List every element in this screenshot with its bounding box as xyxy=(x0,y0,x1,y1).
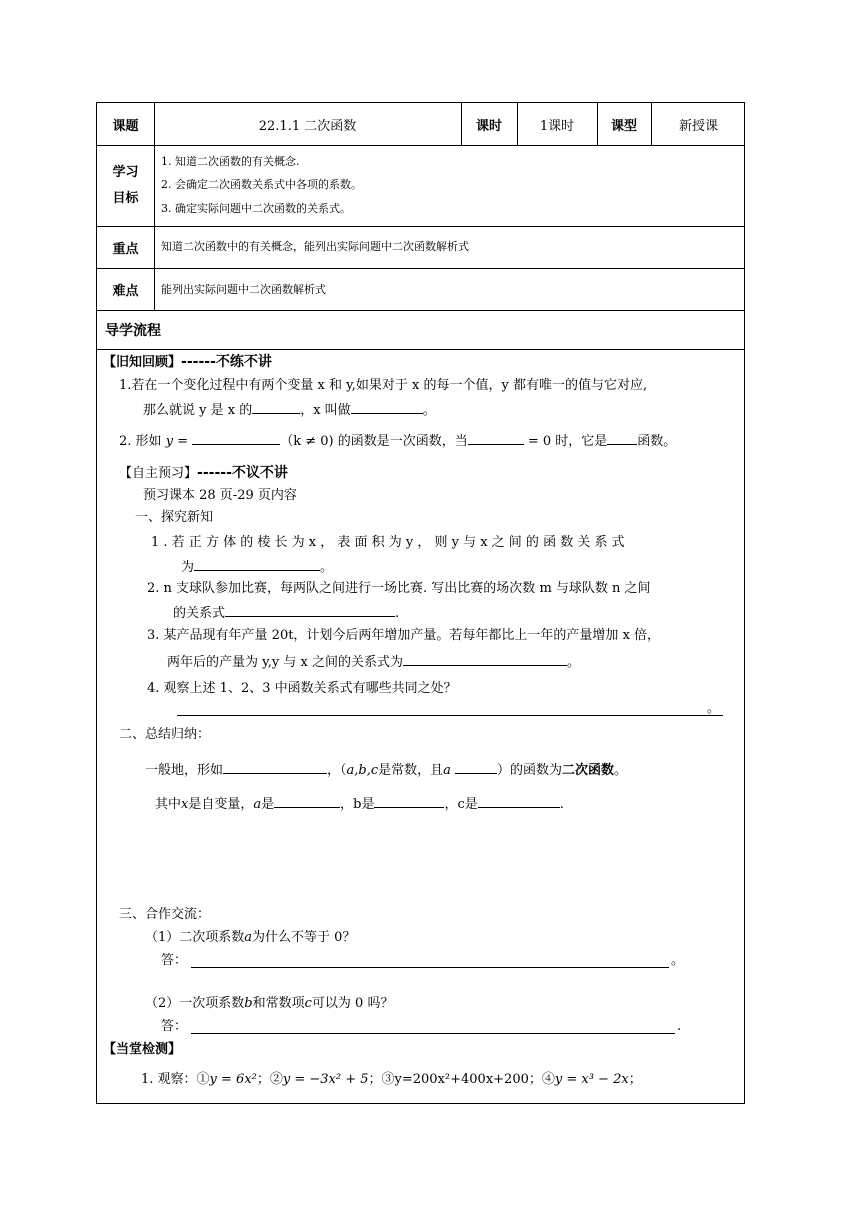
row-divider xyxy=(97,226,744,227)
type-label: 课型 xyxy=(610,118,637,134)
preview-p2-text-a: 的关系式 xyxy=(173,606,226,621)
summary-line2-a: 其中 xyxy=(155,797,182,812)
review-q1-text-c: 。 xyxy=(422,403,436,418)
blank xyxy=(351,399,423,414)
review-q2-end: 函数。 xyxy=(637,434,677,449)
test-sep1: ；② xyxy=(256,1072,283,1087)
blank xyxy=(478,793,560,808)
term-quadratic-function: 二次函数 xyxy=(561,763,614,778)
var-a: a xyxy=(443,763,451,778)
cooperate-q1-b: 为什么不等于 0？ xyxy=(252,930,356,945)
part1-title: 一、探究新知 xyxy=(135,510,214,525)
cooperate-q1 xyxy=(145,929,355,947)
summary-text-d: ）的函数为 xyxy=(496,763,562,778)
summary-line2-f: . xyxy=(559,797,564,812)
goal-item: 1. 知道二次函数的有关概念. xyxy=(161,155,300,168)
var-a: a xyxy=(253,797,262,812)
formula-1: y = 6x² xyxy=(209,1072,257,1087)
preview-p1-text-a: 为 xyxy=(181,560,195,575)
summary-text-c: 是常数，且 xyxy=(378,763,444,778)
summary-line2-c: 是 xyxy=(261,797,275,812)
blank xyxy=(374,793,444,808)
difficulty-text: 能列出实际问题中二次函数解析式 xyxy=(161,283,326,296)
answer-line xyxy=(177,715,723,716)
topic-value: 22.1.1 二次函数 xyxy=(258,118,357,134)
blank xyxy=(607,430,637,445)
goals-label xyxy=(97,145,154,226)
preview-title: 【自主预习】 xyxy=(119,466,198,481)
summary-text-a: 一般地，形如 xyxy=(145,763,224,778)
cooperate-answer1-label: 答： xyxy=(161,953,188,968)
blank xyxy=(403,651,567,666)
preview-p4-end: 。 xyxy=(707,701,721,716)
cooperate-q2-b: 和常数项 xyxy=(252,996,305,1011)
test-q1 xyxy=(141,1071,642,1089)
blank xyxy=(252,399,300,414)
summary-text-b: ，（ xyxy=(327,763,347,778)
cooperate-q2-c: 可以为 0 吗？ xyxy=(311,996,394,1011)
row-divider xyxy=(97,349,744,350)
preview-p4: 4. 观察上述 1、2、3 中函数关系式有哪些共同之处？ xyxy=(147,681,457,696)
var-abc: a,b,c xyxy=(346,763,379,778)
period-label: 课时 xyxy=(475,118,502,134)
difficulty-label: 难点 xyxy=(112,283,139,299)
goal-item: 3. 确定实际问题中二次函数的关系式。 xyxy=(161,202,351,215)
var-y: y xyxy=(165,434,174,449)
blank xyxy=(274,793,340,808)
answer-line xyxy=(191,967,669,968)
lesson-plan-table xyxy=(96,102,745,1104)
summary-line2 xyxy=(155,793,564,814)
type-value: 新授课 xyxy=(678,118,718,134)
cooperate-q1-a: （1）二次项系数 xyxy=(145,930,245,945)
review-heading xyxy=(103,353,272,372)
preview-p2-text-b: . xyxy=(395,606,400,621)
blank xyxy=(468,430,524,445)
cooperate-q2-end: . xyxy=(677,1019,682,1034)
summary-title: 二、总结归纳： xyxy=(119,727,211,742)
row-divider xyxy=(97,145,744,146)
test-end: ； xyxy=(628,1072,642,1087)
preview-p1-text-b: 。 xyxy=(320,560,334,575)
review-q2-text-a: 2. 形如 xyxy=(119,434,162,449)
preview-p3-text-a: 两年后的产量为 y,y 与 x 之间的关系式为 xyxy=(167,655,403,670)
test-q1-a: 1. 观察：① xyxy=(141,1072,210,1087)
cooperate-answer2-label: 答： xyxy=(161,1019,188,1034)
goal-item: 2. 会确定二次函数关系式中各项的系数。 xyxy=(161,178,362,191)
preview-heading xyxy=(119,464,288,483)
var-c: c xyxy=(304,996,312,1011)
goals-label-line1: 学习 xyxy=(112,164,139,180)
review-title: 【旧知回顾】 xyxy=(103,355,182,370)
formula-4: y = x³ − 2x xyxy=(554,1072,629,1087)
row-divider xyxy=(97,268,744,269)
review-q2-zero: = 0 时，它是 xyxy=(523,434,608,449)
cooperate-q2-a: （2）一次项系数 xyxy=(145,996,245,1011)
summary-line2-e: ，c是 xyxy=(444,797,478,812)
review-q1-text-a: 那么就说 y 是 x 的 xyxy=(143,403,253,418)
var-b: b xyxy=(244,996,253,1011)
cooperate-q1-end: 。 xyxy=(671,953,685,968)
preview-p3-line1: 3. 某产品现有年产量 20t，计划今后两年增加产量。若每年都比上一年的产量增加 x 倍， xyxy=(147,628,661,643)
summary-line1 xyxy=(145,759,627,780)
review-q1-line2 xyxy=(143,399,436,420)
var-a: a xyxy=(244,930,253,945)
preview-slogan: ------不议不讲 xyxy=(197,465,288,481)
formula-2: y = −3x² + 5 xyxy=(282,1072,369,1087)
review-q2-condition: （k ≠ 0) 的函数是一次函数，当 xyxy=(280,434,468,449)
goals-label-line2: 目标 xyxy=(112,190,139,206)
review-slogan: ------不练不讲 xyxy=(181,354,272,370)
cooperate-title: 三、合作交流： xyxy=(119,907,211,922)
blank xyxy=(455,759,497,774)
preview-p3-line2 xyxy=(167,651,580,672)
key-point-text: 知道二次函数中的有关概念，能列出实际问题中二次函数解析式 xyxy=(161,240,469,253)
preview-p3-text-b: 。 xyxy=(566,655,580,670)
preview-p1-line2 xyxy=(181,556,333,577)
blank xyxy=(194,556,320,571)
preview-reading: 预习课本 28 页-29 页内容 xyxy=(143,488,297,503)
preview-p2-line1: 2. n 支球队参加比赛，每两队之间进行一场比赛. 写出比赛的场次数 m 与球队数 n 之间 xyxy=(147,581,651,596)
review-q1-text-b: ，x 叫做 xyxy=(300,403,351,418)
review-q2 xyxy=(119,430,676,451)
answer-line xyxy=(191,1033,675,1034)
blank xyxy=(223,759,327,774)
key-point-label: 重点 xyxy=(112,241,139,257)
preview-p2-line2 xyxy=(173,602,399,623)
summary-text-e: 。 xyxy=(613,763,627,778)
blank xyxy=(192,430,280,445)
preview-p1-line1: 1 . 若 正 方 体 的 棱 长 为 x ， 表 面 积 为 y ， 则 y 与 x 之 间 的 函 数 关 系 式 xyxy=(151,535,625,550)
topic-label: 课题 xyxy=(112,118,139,134)
period-value: 1课时 xyxy=(539,118,575,134)
equals-sign: = xyxy=(173,434,193,449)
summary-line2-d: ，b是 xyxy=(340,797,375,812)
flow-title: 导学流程 xyxy=(105,323,161,339)
test-title: 【当堂检测】 xyxy=(103,1042,182,1057)
summary-line2-b: 是自变量， xyxy=(188,797,254,812)
review-q1-line1: 1.若在一个变化过程中有两个变量 x 和 y,如果对于 x 的每一个值，y 都有唯一的值与它对应, xyxy=(119,378,648,393)
test-sep2: ；③y=200x²+400x+200；④ xyxy=(368,1072,555,1087)
cooperate-q2 xyxy=(145,995,393,1013)
var-x: x xyxy=(181,797,189,812)
blank xyxy=(225,602,395,617)
row-divider xyxy=(97,310,744,311)
